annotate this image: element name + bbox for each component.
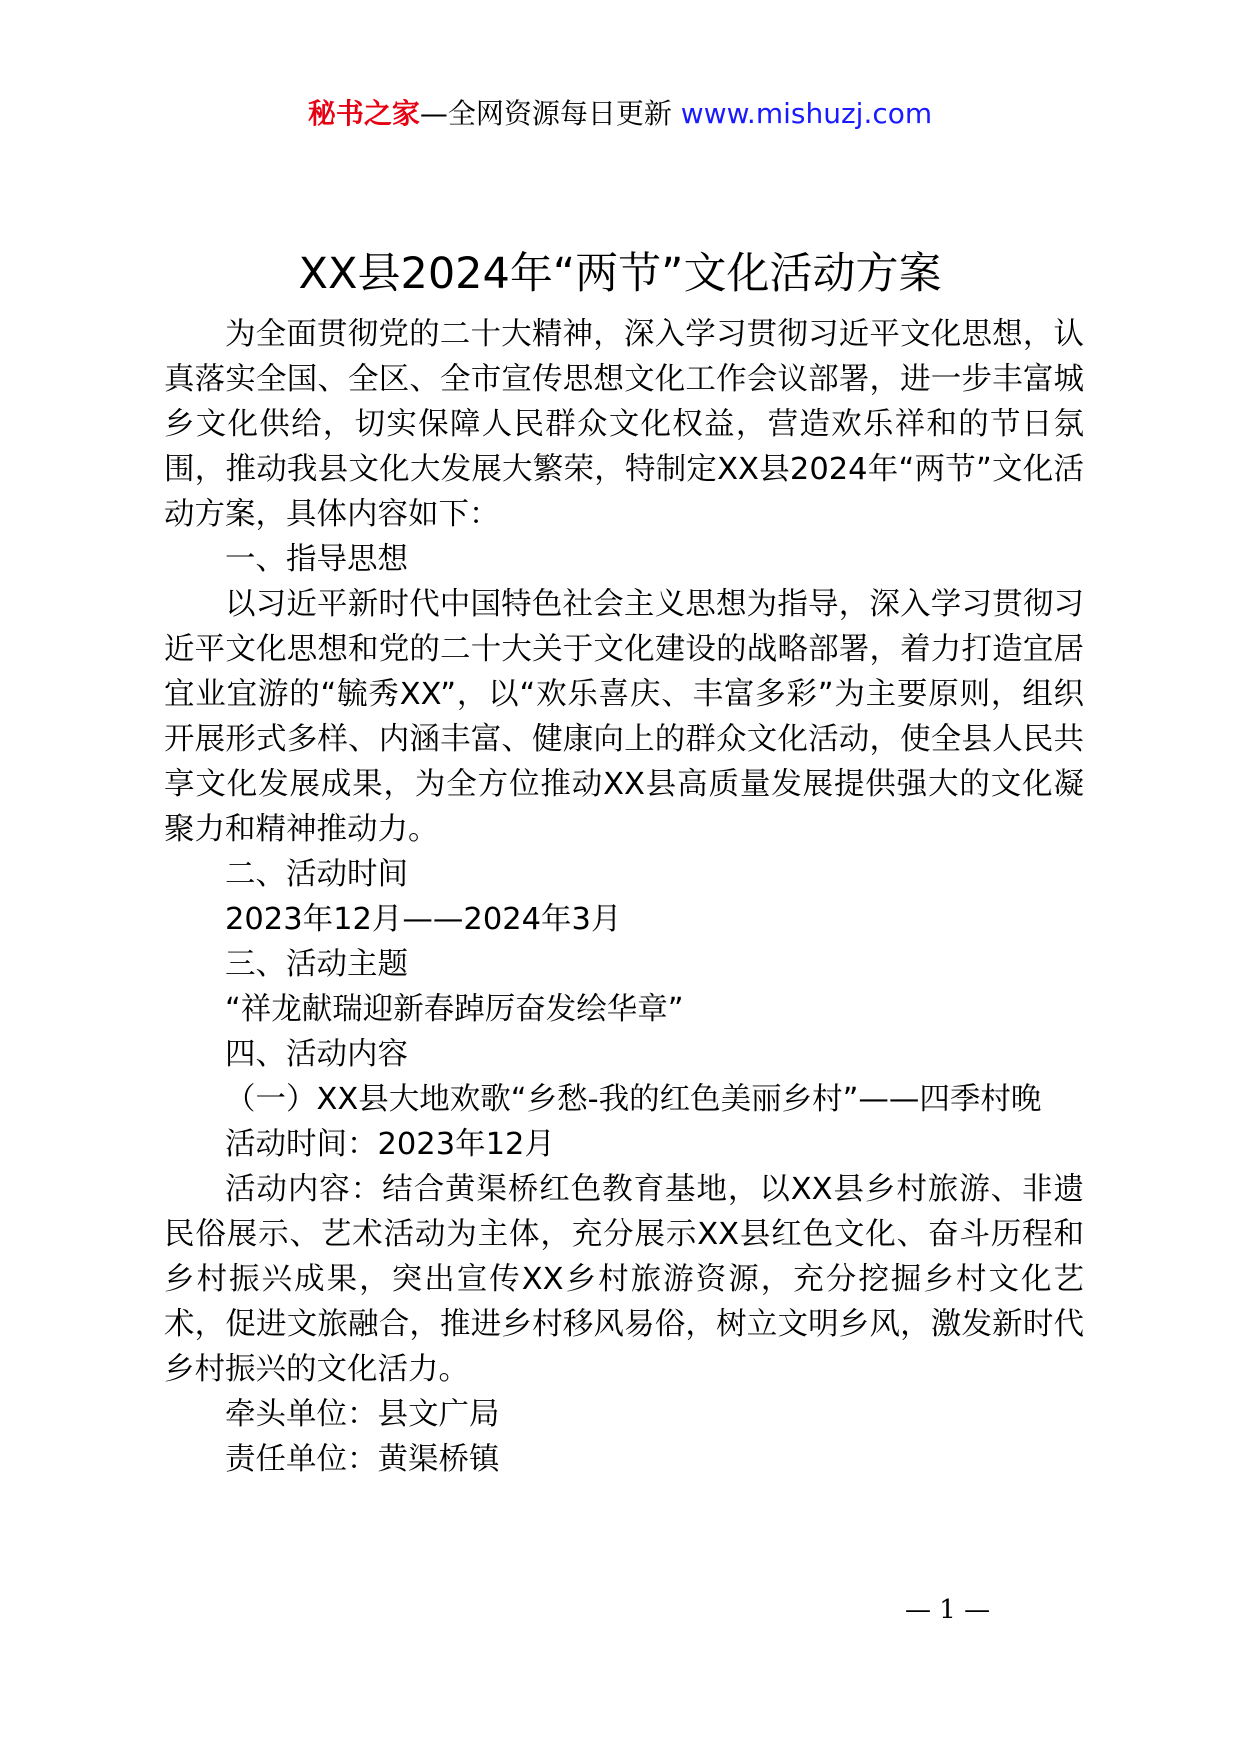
site-header: [0, 94, 1240, 134]
site-name: 秘书之家: [307, 97, 420, 130]
site-url-link[interactable]: www.mishuzj.com: [680, 97, 933, 130]
document-body: [164, 312, 1084, 1482]
section-heading-activity-time: 二、活动时间: [225, 857, 408, 892]
document-title: XX县2024年“两节”文化活动方案: [298, 249, 942, 299]
site-tagline: —全网资源每日更新: [419, 97, 672, 130]
page-number: — 1 —: [905, 1595, 991, 1625]
section-heading-guiding-ideology: 一、指导思想: [225, 542, 408, 577]
responsible-unit: 责任单位：黄渠桥镇: [225, 1442, 500, 1477]
lead-unit: 牵头单位：县文广局: [225, 1397, 500, 1432]
gala-time: 活动时间：2023年12月: [225, 1127, 555, 1162]
gala-content-paragraph: 活动内容：结合黄渠桥红色教育基地，以XX县乡村旅游、非遗民俗展示、艺术活动为主体，充分展示XX县红色文化、奋斗历程和乡村振兴成果，突出宣传XX乡村旅游资源，充分挖掘乡村文化艺术，促进文旅融合，推进乡村移风易俗，树立文明乡风，激发新时代乡村振兴的文化活力。: [164, 1172, 1084, 1387]
section-heading-activity-content: 四、活动内容: [225, 1037, 408, 1072]
intro-paragraph: 为全面贯彻党的二十大精神，深入学习贯彻习近平文化思想，认真落实全国、全区、全市宣传思想文化工作会议部署，进一步丰富城乡文化供给，切实保障人民群众文化权益，营造欢乐祥和的节日氛围，推动我县文化大发展大繁荣，特制定XX县2024年“两节”文化活动方案，具体内容如下：: [164, 317, 1084, 532]
section-heading-activity-theme: 三、活动主题: [225, 947, 408, 982]
subsection-heading-village-gala: （一）XX县大地欢歌“乡愁-我的红色美丽乡村”——四季村晚: [225, 1082, 1042, 1117]
activity-theme-text: “祥龙献瑞迎新春踔厉奋发绘华章”: [225, 992, 684, 1027]
activity-time-range: 2023年12月——2024年3月: [225, 902, 622, 937]
guiding-ideology-paragraph: 以习近平新时代中国特色社会主义思想为指导，深入学习贯彻习近平文化思想和党的二十大关于文化建设的战略部署，着力打造宜居宜业宜游的“毓秀XX”，以“欢乐喜庆、丰富多彩”为主要原则，组织开展形式多样、内涵丰富、健康向上的群众文化活动，使全县人民共享文化发展成果，为全方位推动XX县高质量发展提供强大的文化凝聚力和精神推动力。: [164, 587, 1084, 847]
